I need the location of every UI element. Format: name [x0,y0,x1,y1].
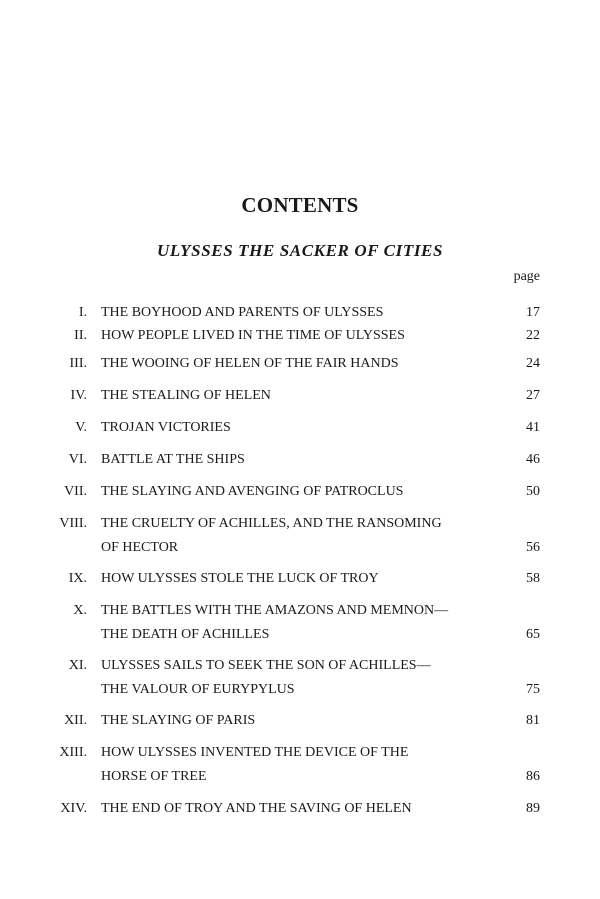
chapter-numeral: IV. [70,388,87,403]
chapter-title [101,480,491,504]
chapter-numeral: VII. [64,484,87,499]
chapter-page-number: 41 [526,420,540,435]
chapter-title [101,599,491,647]
chapter-numeral: III. [69,356,87,371]
chapter-numeral: XII. [64,713,87,728]
chapter-numeral: XI. [68,658,87,673]
chapter-numeral: XIII. [59,745,87,760]
chapter-title [101,709,491,733]
chapter-numeral: XIV. [60,801,87,816]
chapter-page-number: 81 [526,713,540,728]
chapter-title [101,384,491,408]
chapter-title [101,567,491,591]
chapter-title [101,741,491,789]
chapter-title-line: HOW ULYSSES STOLE THE LUCK OF TROY [101,571,379,586]
chapter-title-line: THE SLAYING OF PARIS [101,713,256,728]
chapter-page-number: 86 [526,769,540,784]
chapter-numeral: X. [73,603,87,618]
chapter-title [101,416,491,440]
chapter-page-number: 22 [526,328,540,343]
chapter-title [101,797,491,821]
chapter-title-line: THE DEATH OF ACHILLES [101,627,270,642]
chapter-page-number: 89 [526,801,540,816]
chapter-title [101,448,491,472]
chapter-title-line: TROJAN VICTORIES [101,420,231,435]
chapter-title [101,352,491,376]
chapter-numeral: VI. [68,452,87,467]
chapter-page-number: 24 [526,356,540,371]
chapter-title-line: THE WOOING OF HELEN OF THE FAIR HANDS [101,356,399,371]
chapter-title-line: THE BATTLES WITH THE AMAZONS AND MEMNON— [101,603,449,618]
page-column-label: page [513,269,540,284]
chapter-title-line: BATTLE AT THE SHIPS [101,452,245,467]
chapter-title [101,301,491,325]
chapter-title-line: THE STEALING OF HELEN [101,388,271,403]
chapter-page-number: 27 [526,388,540,403]
chapter-title-line: ULYSSES SAILS TO SEEK THE SON OF ACHILLES— [101,658,431,673]
chapter-title [101,324,491,348]
chapter-numeral: II. [74,328,87,343]
chapter-page-number: 65 [526,627,540,642]
chapter-page-number: 58 [526,571,540,586]
part-title: ULYSSES THE SACKER OF CITIES [156,241,444,260]
chapter-page-number: 75 [526,682,540,697]
chapter-title-line: HOW PEOPLE LIVED IN THE TIME OF ULYSSES [101,328,405,343]
chapter-numeral: IX. [68,571,87,586]
chapter-numeral: V. [75,420,87,435]
page-title: CONTENTS [241,193,359,217]
chapter-title-line: THE CRUELTY OF ACHILLES, AND THE RANSOMING [101,516,442,531]
chapter-title [101,654,491,702]
chapter-page-number: 56 [526,540,540,555]
chapter-title-line: THE SLAYING AND AVENGING OF PATROCLUS [101,484,404,499]
chapter-title-line: HOW ULYSSES INVENTED THE DEVICE OF THE [101,745,409,760]
chapter-title [101,512,491,560]
chapter-title-line: OF HECTOR [101,540,179,555]
chapter-title-line: HORSE OF TREE [101,769,207,784]
chapter-title-line: THE END OF TROY AND THE SAVING OF HELEN [101,801,412,816]
chapter-page-number: 50 [526,484,540,499]
chapter-numeral: VIII. [59,516,87,531]
chapter-title-line: THE BOYHOOD AND PARENTS OF ULYSSES [101,305,384,320]
chapter-title-line: THE VALOUR OF EURYPYLUS [101,682,295,697]
chapter-page-number: 17 [526,305,540,320]
chapter-numeral: I. [78,305,87,320]
chapter-page-number: 46 [526,452,540,467]
